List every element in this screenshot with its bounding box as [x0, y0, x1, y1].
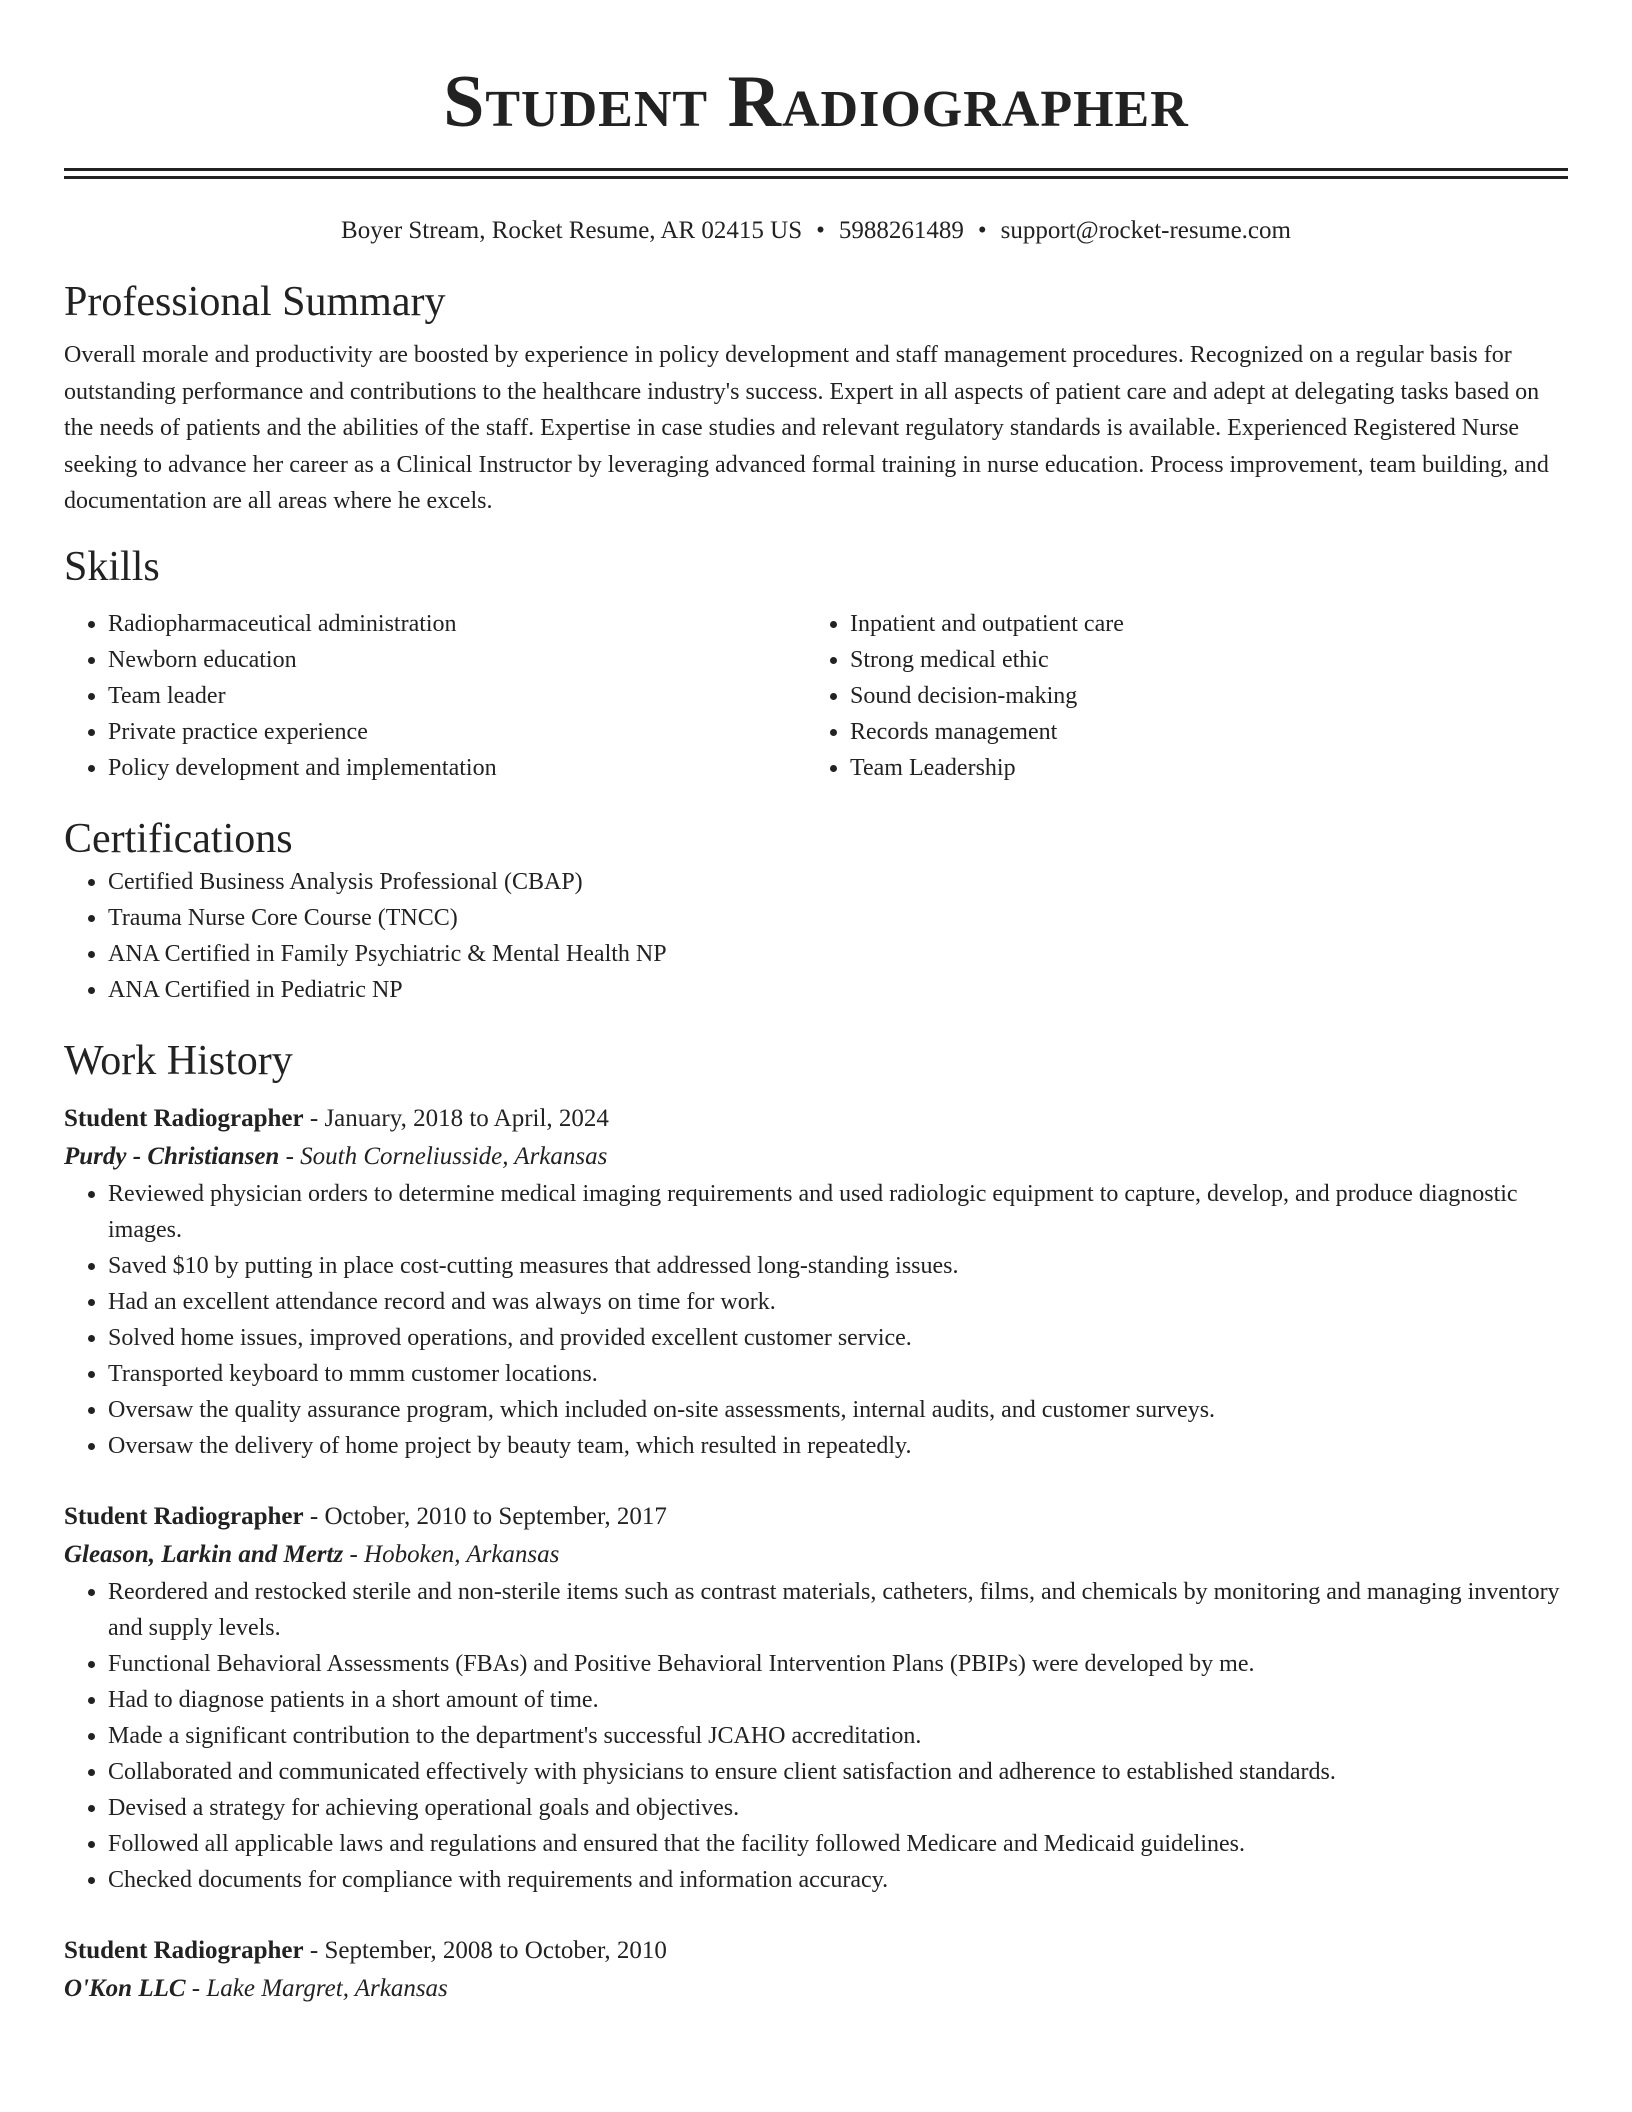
- job-duty-item: • Devised a strategy for achieving operational goals and objectives.: [108, 1790, 1568, 1826]
- summary-text: Overall morale and productivity are boosted by experience in policy development and staff management procedures. Recognized on a regular basis for outstanding performance and contributions to the healthcare industry's success. Expert in all aspects of patient care and adept at delegating tasks based on the needs of patients and the abilities of the staff. Expertise in case studies and relevant regulatory standards is available. Experienced Registered Nurse seeking to advance her career as a Clinical Instructor by leveraging advanced formal training in nurse education. Process improvement, team building, and documentation are all areas where he excels.: [64, 342, 1549, 514]
- job-dates: - September, 2008 to October, 2010: [303, 1936, 667, 1964]
- skills-heading: Skills: [64, 543, 160, 590]
- job-dates: - January, 2018 to April, 2024: [303, 1104, 609, 1132]
- job-duty-item: • Checked documents for compliance with requirements and information accuracy.: [108, 1862, 1568, 1898]
- skill-item: • Records management: [850, 714, 1548, 750]
- job-duty-item: • Oversaw the delivery of home project by beauty team, which resulted in repeatedly.: [108, 1428, 1568, 1464]
- job-role: Student Radiographer: [64, 1936, 304, 1964]
- work-history-section: [64, 1036, 1568, 2008]
- skills-list-right: [806, 606, 1548, 786]
- skills-section: [64, 542, 1568, 786]
- certification-item: • ANA Certified in Pediatric NP: [108, 972, 1568, 1008]
- summary-section: [64, 277, 1568, 520]
- job-duty-item: • Had to diagnose patients in a short amount of time.: [108, 1682, 1568, 1718]
- skills-list-left: [64, 606, 806, 786]
- certification-item: • ANA Certified in Family Psychiatric & Mental Health NP: [108, 936, 1568, 972]
- skill-item: • Newborn education: [108, 642, 806, 678]
- job-duty-item: • Oversaw the quality assurance program, which included on-site assessments, internal audits, and customer surveys.: [108, 1392, 1568, 1428]
- job-duty-item: • Followed all applicable laws and regulations and ensured that the facility followed Medicare and Medicaid guidelines.: [108, 1826, 1568, 1862]
- job-duty-item: • Reordered and restocked sterile and non-sterile items such as contrast materials, catheters, films, and chemicals by monitoring and managing inventory and supply levels.: [108, 1574, 1568, 1646]
- job-duty-item: • Made a significant contribution to the department's successful JCAHO accreditation.: [108, 1718, 1568, 1754]
- contact-phone: 5988261489: [838, 217, 964, 244]
- skill-item: • Private practice experience: [108, 714, 806, 750]
- job-entry: [64, 1932, 1568, 2008]
- job-duty-item: • Functional Behavioral Assessments (FBAs) and Positive Behavioral Intervention Plans (PBIPs) were developed by me.: [108, 1646, 1568, 1682]
- job-duties-list: [64, 1176, 1568, 1464]
- job-role: Student Radiographer: [64, 1502, 304, 1530]
- job-duty-item: • Collaborated and communicated effectively with physicians to ensure client satisfaction and adherence to established standards.: [108, 1754, 1568, 1790]
- job-duty-item: • Saved $10 by putting in place cost-cutting measures that addressed long-standing issues.: [108, 1248, 1568, 1284]
- job-role: Student Radiographer: [64, 1104, 304, 1132]
- summary-heading: Professional Summary: [64, 279, 446, 325]
- job-duty-item: • Transported keyboard to mmm customer locations.: [108, 1356, 1568, 1392]
- certification-item: • Certified Business Analysis Professional (CBAP): [108, 864, 1568, 900]
- job-duty-item: • Had an excellent attendance record and was always on time for work.: [108, 1284, 1568, 1320]
- contact-line: [64, 215, 1568, 247]
- skills-grid: [64, 606, 1568, 786]
- work-history-heading: Work History: [64, 1037, 293, 1084]
- job-company-line: [64, 1536, 1568, 1574]
- job-entry: [64, 1100, 1568, 1464]
- skills-column-right: [806, 606, 1548, 786]
- certifications-list: [64, 864, 1568, 1008]
- skill-item: • Sound decision-making: [850, 678, 1548, 714]
- job-duties-list: [64, 1574, 1568, 1898]
- job-company-line: [64, 1970, 1568, 2008]
- job-title-line: [64, 1932, 1568, 1970]
- certifications-section: [64, 814, 1568, 1008]
- certification-item: • Trauma Nurse Core Course (TNCC): [108, 900, 1568, 936]
- contact-separator: •: [816, 217, 825, 244]
- job-title-line: [64, 1100, 1568, 1138]
- skill-item: • Inpatient and outpatient care: [850, 606, 1548, 642]
- job-company: O'Kon LLC: [64, 1974, 186, 2002]
- skill-item: • Policy development and implementation: [108, 750, 806, 786]
- contact-address: Boyer Stream, Rocket Resume, AR 02415 US: [341, 217, 803, 244]
- job-title-line: [64, 1498, 1568, 1536]
- skills-column-left: [64, 606, 806, 786]
- job-duty-item: • Solved home issues, improved operations, and provided excellent customer service.: [108, 1320, 1568, 1356]
- job-dates: - October, 2010 to September, 2017: [303, 1502, 667, 1530]
- job-company: Gleason, Larkin and Mertz: [64, 1540, 344, 1568]
- skill-item: • Radiopharmaceutical administration: [108, 606, 806, 642]
- resume-title: Student Radiographer: [443, 61, 1189, 143]
- contact-separator: •: [977, 217, 987, 244]
- skill-item: • Strong medical ethic: [850, 642, 1548, 678]
- job-location: - Hoboken, Arkansas: [343, 1540, 560, 1568]
- skill-item: • Team Leadership: [850, 750, 1548, 786]
- job-location: - South Corneliusside, Arkansas: [279, 1142, 608, 1170]
- title-double-rule: [64, 168, 1568, 179]
- contact-email: support@rocket-resume.com: [1000, 217, 1291, 244]
- skill-item: • Team leader: [108, 678, 806, 714]
- job-entry: [64, 1498, 1568, 1898]
- job-duty-item: • Reviewed physician orders to determine medical imaging requirements and used radiologic equipment to capture, develop, and produce diagnostic images.: [108, 1176, 1568, 1248]
- certifications-heading: Certifications: [64, 815, 293, 862]
- job-company-line: [64, 1138, 1568, 1176]
- job-company: Purdy - Christiansen: [64, 1142, 280, 1170]
- job-location: - Lake Margret, Arkansas: [185, 1974, 448, 2002]
